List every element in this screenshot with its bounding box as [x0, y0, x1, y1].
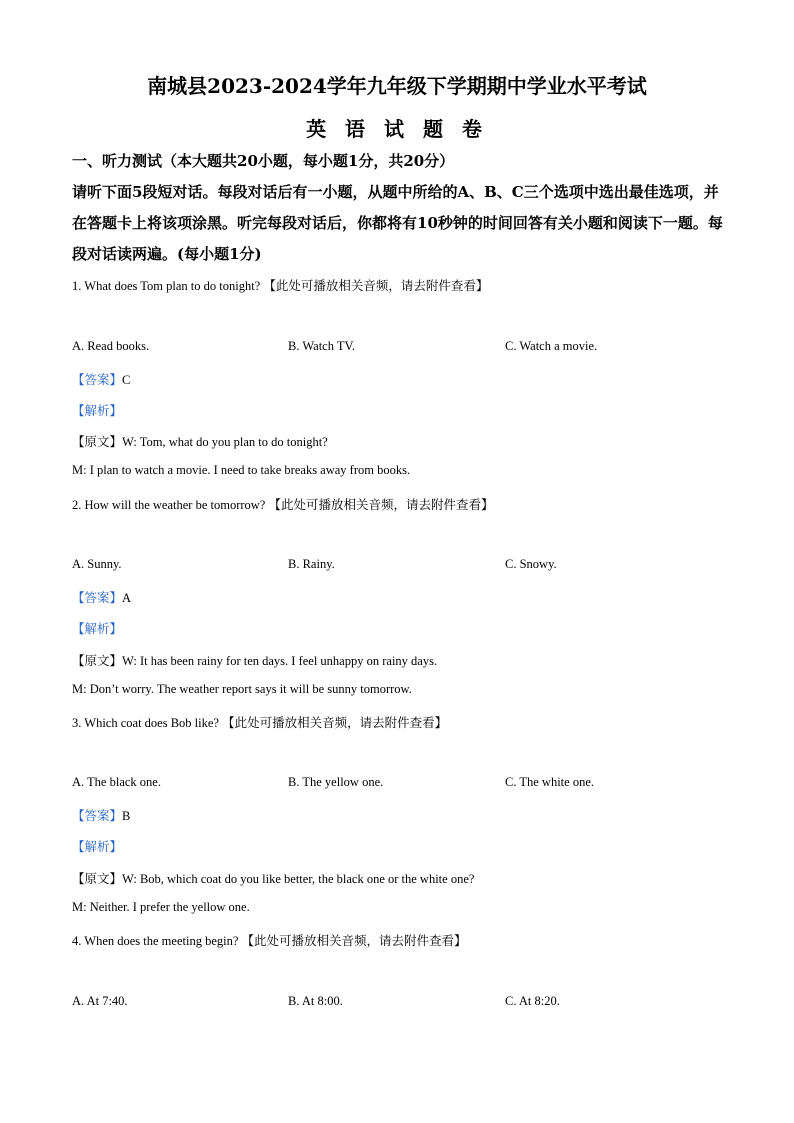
answer-value: B [122, 809, 131, 823]
question-3 [72, 713, 447, 731]
question-text: 1. What does Tom plan to do tonight? [72, 279, 261, 293]
section-heading: 一、听力测试（本大题共20小题，每小题1分，共20分） [72, 152, 455, 170]
question-1 [72, 276, 488, 294]
option-a: A. The black one. [72, 775, 161, 789]
exam-subtitle: 英 语 试 题 卷 [306, 117, 488, 141]
option-a: A. Read books. [72, 339, 150, 353]
question-text: 3. Which coat does Bob like? [72, 716, 219, 730]
answer-line [72, 806, 130, 824]
analysis-line [72, 619, 122, 637]
option-c: C. Snowy. [505, 557, 557, 571]
question-4 [72, 931, 467, 949]
answer-value: A [122, 591, 132, 605]
option-a: A. Sunny. [72, 557, 122, 571]
analysis-label: 【解析】 [72, 403, 123, 418]
original-text-w [72, 432, 328, 450]
dialogue-w: W: Tom, what do you plan to do tonight? [122, 435, 328, 449]
original-text-m: M: I plan to watch a movie. I need to take breaks away from books. [72, 463, 411, 477]
option-c: C. The white one. [505, 775, 594, 789]
analysis-label: 【解析】 [72, 621, 123, 636]
analysis-line [72, 837, 122, 855]
option-b: B. At 8:00. [288, 994, 343, 1008]
dialogue-w: W: It has been rainy for ten days. I feel unhappy on rainy days. [122, 654, 438, 668]
audio-note: 【此处可播放相关音频，请去附件查看】 [222, 715, 448, 730]
question-text: 4. When does the meeting begin? [72, 934, 239, 948]
section-instructions: 请听下面5段短对话。每段对话后有一小题，从题中所给的A、B、C三个选项中选出最佳选项，并在答题卡上将该项涂黑。听完每段对话后，你都将有10秒钟的时间回答有关小题和阅读下一题。每段对话读两遍。(每小题1分) [72, 183, 723, 263]
answer-label: 【答案】 [72, 372, 123, 387]
option-c: C. At 8:20. [505, 994, 560, 1008]
original-label: 【原文】 [72, 871, 123, 886]
exam-title: 南城县2023-2024学年九年级下学期期中学业水平考试 [147, 74, 647, 98]
option-a: A. At 7:40. [72, 994, 128, 1008]
original-label: 【原文】 [72, 434, 123, 449]
answer-label: 【答案】 [72, 808, 123, 823]
original-text-w [72, 869, 474, 887]
answer-label: 【答案】 [72, 590, 123, 605]
original-text-m: M: Don’t worry. The weather report says it will be sunny tomorrow. [72, 682, 412, 696]
option-b: B. The yellow one. [288, 775, 384, 789]
answer-line [72, 370, 130, 388]
analysis-label: 【解析】 [72, 839, 123, 854]
original-text-w [72, 651, 437, 669]
option-b: B. Watch TV. [288, 339, 356, 353]
dialogue-w: W: Bob, which coat do you like better, the black one or the white one? [122, 872, 475, 886]
option-c: C. Watch a movie. [505, 339, 598, 353]
original-text-m: M: Neither. I prefer the yellow one. [72, 900, 250, 914]
original-label: 【原文】 [72, 653, 123, 668]
analysis-line [72, 401, 122, 419]
question-text: 2. How will the weather be tomorrow? [72, 498, 266, 512]
option-b: B. Rainy. [288, 557, 335, 571]
answer-value: C [122, 373, 131, 387]
answer-line [72, 588, 131, 606]
audio-note: 【此处可播放相关音频，请去附件查看】 [268, 497, 494, 512]
question-2 [72, 495, 494, 513]
audio-note: 【此处可播放相关音频，请去附件查看】 [241, 933, 467, 948]
audio-note: 【此处可播放相关音频，请去附件查看】 [263, 278, 489, 293]
